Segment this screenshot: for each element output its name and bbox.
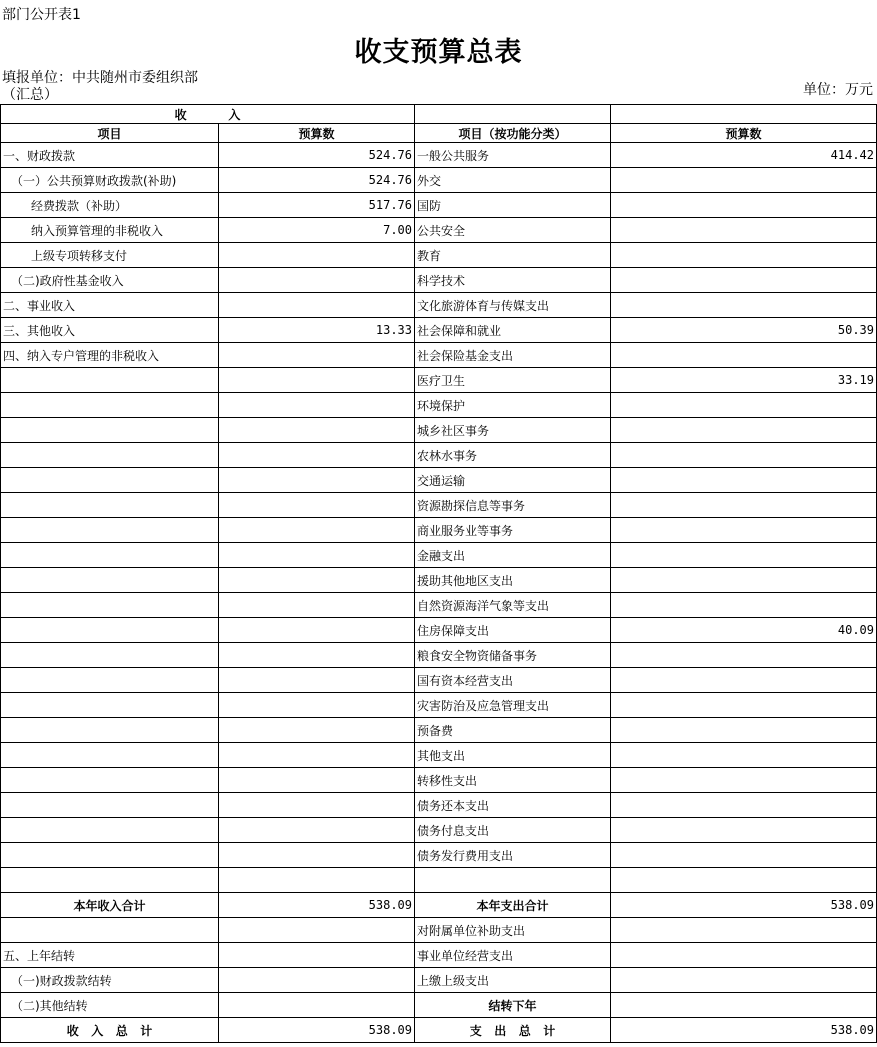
- table-row: [1, 468, 877, 493]
- income-budget-cell: [219, 843, 415, 868]
- expense-budget-cell: [611, 393, 877, 418]
- table-row: [1, 918, 877, 943]
- table-row: [1, 768, 877, 793]
- expense-budget-cell: [611, 218, 877, 243]
- expense-budget-cell: [611, 418, 877, 443]
- table-row: [1, 568, 877, 593]
- income-item-cell: [1, 618, 219, 643]
- col-header-item: 项目: [1, 124, 219, 143]
- income-budget-cell: 7.00: [219, 218, 415, 243]
- table-row: [1, 343, 877, 368]
- income-item-cell: [1, 818, 219, 843]
- expense-budget-cell: [611, 243, 877, 268]
- income-item-cell: [1, 643, 219, 668]
- expense-item-cell: 社会保障和就业: [415, 318, 611, 343]
- table-row: [1, 543, 877, 568]
- income-item-cell: [1, 768, 219, 793]
- table-row: [1, 393, 877, 418]
- income-budget-cell: [219, 618, 415, 643]
- table-row: [1, 693, 877, 718]
- income-item-cell: [1, 868, 219, 893]
- expense-budget-cell: 40.09: [611, 618, 877, 643]
- income-item-cell: [1, 493, 219, 518]
- table-row: [1, 518, 877, 543]
- income-budget-cell: [219, 818, 415, 843]
- table-row: [1, 718, 877, 743]
- expense-item-cell: 对附属单位补助支出: [415, 918, 611, 943]
- income-budget-cell: [219, 593, 415, 618]
- table-row: [1, 143, 877, 168]
- income-group-header: 收 入: [1, 105, 415, 124]
- income-budget-cell: [219, 918, 415, 943]
- expense-budget-cell: [611, 818, 877, 843]
- income-budget-cell: [219, 768, 415, 793]
- income-budget-cell: 517.76: [219, 193, 415, 218]
- income-budget-cell: [219, 568, 415, 593]
- income-item-cell: [1, 368, 219, 393]
- expense-budget-cell: [611, 918, 877, 943]
- expense-item-cell: 灾害防治及应急管理支出: [415, 693, 611, 718]
- income-item-cell: （一）公共预算财政拨款(补助): [1, 168, 219, 193]
- income-budget-cell: [219, 393, 415, 418]
- expense-budget-cell: [611, 543, 877, 568]
- income-budget-cell: [219, 443, 415, 468]
- col-header-budget: 预算数: [219, 124, 415, 143]
- income-item-cell: 上级专项转移支付: [1, 243, 219, 268]
- income-item-cell: [1, 593, 219, 618]
- income-item-cell: [1, 793, 219, 818]
- income-budget-cell: 538.09: [219, 1018, 415, 1043]
- income-item-cell: （一)财政拨款结转: [1, 968, 219, 993]
- income-item-cell: （二)政府性基金收入: [1, 268, 219, 293]
- income-item-cell: 二、事业收入: [1, 293, 219, 318]
- expense-item-cell: 资源勘探信息等事务: [415, 493, 611, 518]
- table-row: [1, 443, 877, 468]
- expense-item-cell: 援助其他地区支出: [415, 568, 611, 593]
- expense-item-cell: 债务发行费用支出: [415, 843, 611, 868]
- expense-budget-cell: [611, 768, 877, 793]
- expense-budget-cell: 414.42: [611, 143, 877, 168]
- header-row-group: [1, 105, 877, 124]
- expense-item-cell: 住房保障支出: [415, 618, 611, 643]
- income-item-cell: [1, 568, 219, 593]
- table-row: [1, 243, 877, 268]
- income-item-cell: [1, 518, 219, 543]
- expense-item-cell: 支 出 总 计: [415, 1018, 611, 1043]
- income-budget-cell: 524.76: [219, 143, 415, 168]
- table-row: [1, 968, 877, 993]
- currency-unit: 单位：万元: [803, 82, 873, 98]
- table-row: [1, 293, 877, 318]
- expense-item-cell: 国防: [415, 193, 611, 218]
- income-item-cell: [1, 668, 219, 693]
- header-row-columns: [1, 124, 877, 143]
- expense-group-header-blank-2: [611, 105, 877, 124]
- income-item-cell: 本年收入合计: [1, 893, 219, 918]
- table-row: [1, 818, 877, 843]
- expense-budget-cell: [611, 568, 877, 593]
- income-budget-cell: [219, 643, 415, 668]
- income-budget-cell: 538.09: [219, 893, 415, 918]
- income-budget-cell: [219, 668, 415, 693]
- income-item-cell: [1, 843, 219, 868]
- income-item-cell: 收 入 总 计: [1, 1018, 219, 1043]
- expense-item-cell: 本年支出合计: [415, 893, 611, 918]
- expense-budget-cell: [611, 268, 877, 293]
- expense-budget-cell: [611, 518, 877, 543]
- table-row: [1, 793, 877, 818]
- table-row: [1, 268, 877, 293]
- expense-item-cell: 粮食安全物资储备事务: [415, 643, 611, 668]
- income-budget-cell: [219, 243, 415, 268]
- income-item-cell: [1, 693, 219, 718]
- expense-budget-cell: [611, 693, 877, 718]
- table-row: [1, 943, 877, 968]
- income-budget-cell: [219, 293, 415, 318]
- col-header-func-item: 项目（按功能分类）: [415, 124, 611, 143]
- income-budget-cell: [219, 268, 415, 293]
- income-budget-cell: [219, 493, 415, 518]
- expense-item-cell: 上缴上级支出: [415, 968, 611, 993]
- filler-unit: [2, 70, 198, 104]
- income-budget-cell: [219, 468, 415, 493]
- income-item-cell: [1, 718, 219, 743]
- income-budget-cell: [219, 793, 415, 818]
- expense-item-cell: 其他支出: [415, 743, 611, 768]
- income-budget-cell: [219, 968, 415, 993]
- income-item-cell: [1, 418, 219, 443]
- income-item-cell: 经费拨款（补助）: [1, 193, 219, 218]
- expense-budget-cell: [611, 443, 877, 468]
- table-row: [1, 368, 877, 393]
- expense-item-cell: 自然资源海洋气象等支出: [415, 593, 611, 618]
- income-item-cell: 四、纳入专户管理的非税收入: [1, 343, 219, 368]
- expense-budget-cell: [611, 468, 877, 493]
- expense-item-cell: 金融支出: [415, 543, 611, 568]
- table-row: [1, 218, 877, 243]
- table-row: [1, 318, 877, 343]
- expense-item-cell: [415, 868, 611, 893]
- budget-table: [0, 104, 877, 1043]
- income-budget-cell: 13.33: [219, 318, 415, 343]
- expense-budget-cell: [611, 868, 877, 893]
- table-body: [1, 143, 877, 1043]
- income-item-cell: 一、财政拨款: [1, 143, 219, 168]
- income-budget-cell: [219, 693, 415, 718]
- income-budget-cell: [219, 543, 415, 568]
- income-budget-cell: [219, 993, 415, 1018]
- expense-item-cell: 结转下年: [415, 993, 611, 1018]
- income-item-cell: [1, 918, 219, 943]
- expense-budget-cell: [611, 343, 877, 368]
- expense-budget-cell: [611, 593, 877, 618]
- expense-item-cell: 文化旅游体育与传媒支出: [415, 293, 611, 318]
- table-row: [1, 618, 877, 643]
- income-budget-cell: [219, 743, 415, 768]
- expense-budget-cell: [611, 793, 877, 818]
- filler-unit-line2: （汇总）: [2, 87, 58, 103]
- expense-item-cell: 外交: [415, 168, 611, 193]
- expense-budget-cell: 538.09: [611, 1018, 877, 1043]
- expense-budget-cell: 50.39: [611, 318, 877, 343]
- income-item-cell: （二)其他结转: [1, 993, 219, 1018]
- expense-item-cell: 债务还本支出: [415, 793, 611, 818]
- table-row: [1, 893, 877, 918]
- income-budget-cell: [219, 868, 415, 893]
- expense-item-cell: 国有资本经营支出: [415, 668, 611, 693]
- expense-item-cell: 交通运输: [415, 468, 611, 493]
- expense-budget-cell: [611, 168, 877, 193]
- income-item-cell: [1, 468, 219, 493]
- table-row: [1, 668, 877, 693]
- expense-budget-cell: [611, 743, 877, 768]
- expense-item-cell: 商业服务业等事务: [415, 518, 611, 543]
- table-row: [1, 593, 877, 618]
- income-budget-cell: [219, 718, 415, 743]
- table-row: [1, 493, 877, 518]
- income-item-cell: [1, 543, 219, 568]
- page-title: 收支预算总表: [354, 37, 523, 68]
- table-row: [1, 643, 877, 668]
- expense-budget-cell: [611, 843, 877, 868]
- expense-item-cell: 社会保险基金支出: [415, 343, 611, 368]
- expense-budget-cell: [611, 293, 877, 318]
- income-budget-cell: [219, 518, 415, 543]
- table-row: [1, 193, 877, 218]
- expense-item-cell: 城乡社区事务: [415, 418, 611, 443]
- income-budget-cell: 524.76: [219, 168, 415, 193]
- expense-budget-cell: [611, 718, 877, 743]
- table-row: [1, 743, 877, 768]
- expense-budget-cell: [611, 643, 877, 668]
- table-row: [1, 418, 877, 443]
- expense-budget-cell: [611, 993, 877, 1018]
- expense-budget-cell: [611, 493, 877, 518]
- expense-item-cell: 科学技术: [415, 268, 611, 293]
- expense-item-cell: 环境保护: [415, 393, 611, 418]
- income-budget-cell: [219, 418, 415, 443]
- expense-item-cell: 债务付息支出: [415, 818, 611, 843]
- table-row: [1, 168, 877, 193]
- expense-item-cell: 教育: [415, 243, 611, 268]
- table-row: [1, 993, 877, 1018]
- income-item-cell: [1, 443, 219, 468]
- expense-item-cell: 预备费: [415, 718, 611, 743]
- income-item-cell: 三、其他收入: [1, 318, 219, 343]
- expense-group-header-blank: [415, 105, 611, 124]
- table-row: [1, 843, 877, 868]
- expense-item-cell: 医疗卫生: [415, 368, 611, 393]
- income-budget-cell: [219, 343, 415, 368]
- income-budget-cell: [219, 943, 415, 968]
- expense-item-cell: 事业单位经营支出: [415, 943, 611, 968]
- income-item-cell: 五、上年结转: [1, 943, 219, 968]
- income-item-cell: [1, 743, 219, 768]
- expense-budget-cell: 538.09: [611, 893, 877, 918]
- table-row: [1, 1018, 877, 1043]
- expense-item-cell: 农林水事务: [415, 443, 611, 468]
- form-code: 部门公开表1: [2, 7, 81, 23]
- col-header-func-budget: 预算数: [611, 124, 877, 143]
- filler-unit-line1: 填报单位：中共随州市委组织部: [2, 70, 198, 86]
- income-item-cell: [1, 393, 219, 418]
- expense-budget-cell: 33.19: [611, 368, 877, 393]
- expense-budget-cell: [611, 943, 877, 968]
- income-budget-cell: [219, 368, 415, 393]
- expense-item-cell: 转移性支出: [415, 768, 611, 793]
- income-item-cell: 纳入预算管理的非税收入: [1, 218, 219, 243]
- expense-item-cell: 一般公共服务: [415, 143, 611, 168]
- expense-budget-cell: [611, 668, 877, 693]
- expense-item-cell: 公共安全: [415, 218, 611, 243]
- expense-budget-cell: [611, 193, 877, 218]
- table-row: [1, 868, 877, 893]
- expense-budget-cell: [611, 968, 877, 993]
